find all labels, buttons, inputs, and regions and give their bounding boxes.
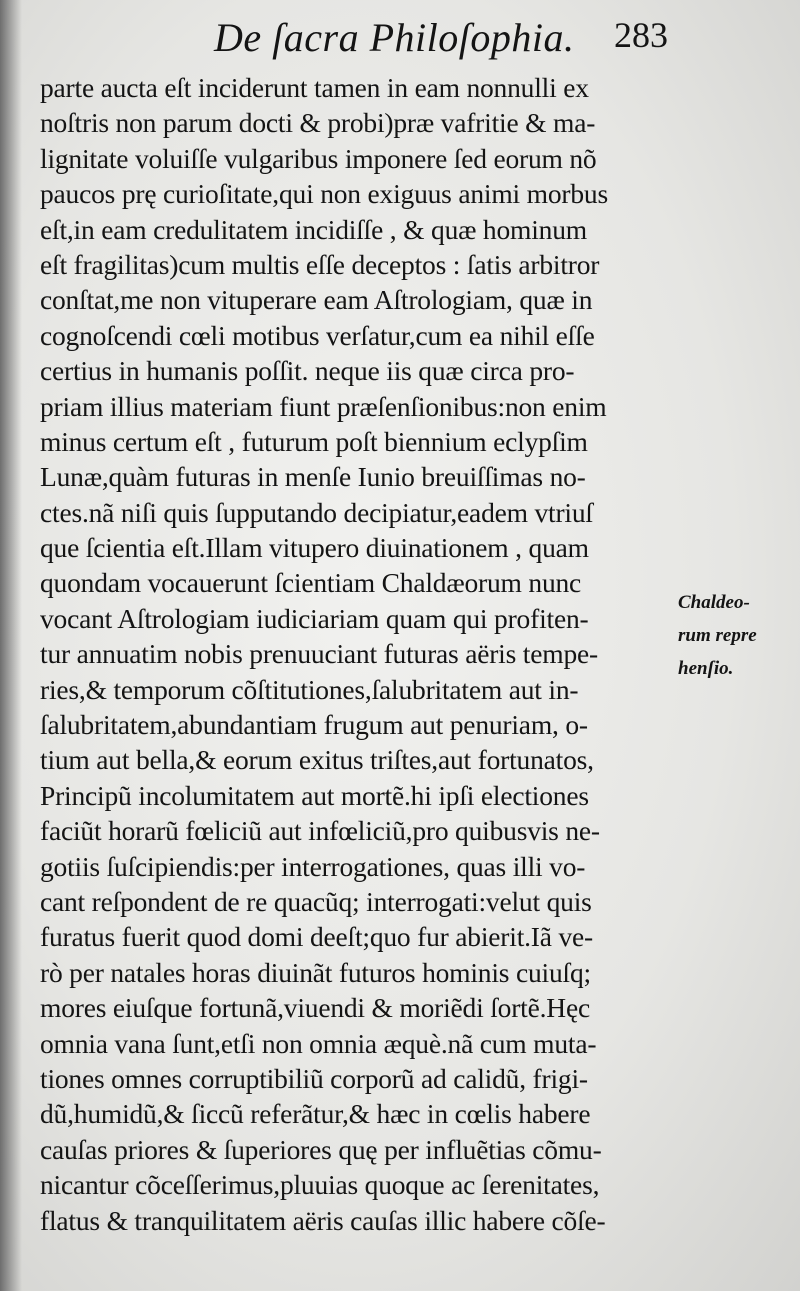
body-text (40, 70, 680, 1238)
text-line: tium aut bella,& eorum exitus triſtes,aut fortunatos, (40, 744, 594, 776)
text-line: cant reſpondent de re quacũq; interrogati:velut quis (40, 885, 592, 917)
text-line: tur annuatim nobis prenuuciant futuras aëris tempe- (40, 638, 598, 670)
marginal-note-line: rum repre (678, 625, 757, 646)
text-line: cognoſcendi cœli motibus verſatur,cum ea nihil eſſe (40, 319, 595, 351)
text-line: rò per natales horas diuinãt futuros hominis cuiuſq; (40, 956, 591, 988)
marginal-note-line: henſio. (678, 658, 734, 679)
text-line: quondam vocauerunt ſcientiam Chaldæorum nunc (40, 567, 582, 599)
text-line: mores eiuſque fortunã,viuendi & moriẽdi ſortẽ.Hęc (40, 992, 590, 1024)
text-line: Principũ incolumitatem aut mortẽ.hi ipſi electiones (40, 779, 589, 811)
text-line: Lunæ,quàm futuras in menſe Iunio breuiſſimas no- (40, 461, 586, 493)
gutter-shadow (0, 0, 22, 1291)
text-line: ctes.nã niſi quis ſupputando decipiatur,eadem vtriuſ (40, 496, 593, 528)
text-line: tiones omnes corruptibiliũ corporũ ad calidũ, frigi- (40, 1062, 588, 1094)
text-line: parte aucta eſt inciderunt tamen in eam nonnulli ex (40, 72, 589, 103)
text-line: nicantur cõceſſerimus,pluuias quoque ac ſerenitates, (40, 1169, 600, 1201)
text-line: eſt fragilitas)cum multis eſſe deceptos : ſatis arbitror (40, 248, 600, 280)
text-line: gotiis ſuſcipiendis:per interrogationes, quas illi vo- (40, 850, 586, 882)
marginal-note (678, 586, 796, 685)
text-line: omnia vana ſunt,etſi non omnia æquè.nã cum muta- (40, 1027, 597, 1059)
text-line: que ſcientia eſt.Illam vitupero diuinationem , quam (40, 532, 589, 564)
text-line: priam illius materiam fiunt præſenſionibus:non enim (40, 390, 607, 422)
text-line: minus certum eſt , futurum poſt biennium eclypſim (40, 425, 588, 457)
text-line: eſt,in eam credulitatem incidiſſe , & quæ hominum (40, 213, 587, 245)
text-line: faciũt horarũ fœliciũ aut infœliciũ,pro quibusvis ne- (40, 815, 600, 847)
text-line: ſalubritatem,abundantiam frugum aut penuriam, o- (40, 709, 588, 741)
text-line: cauſas priores & ſuperiores quę per influẽtias cõmu- (40, 1133, 602, 1165)
text-line: paucos prę curioſitate,qui non exiguus animi morbus (40, 178, 608, 210)
text-line: ries,& temporum cõſtitutiones,ſalubritatem aut in- (40, 673, 579, 705)
text-line: furatus fuerit quod domi deeſt;quo fur abierit.Iã ve- (40, 921, 593, 953)
page-number: 283 (614, 15, 668, 55)
marginal-note-line: Chaldeo- (678, 592, 750, 613)
text-line: vocant Aſtrologiam iudiciariam quam qui profiten- (40, 602, 589, 634)
text-line: noſtris non parum docti & probi)præ vafritie & ma- (40, 107, 596, 139)
text-line: dũ,humidũ,& ſiccũ referãtur,& hæc in cœlis habere (40, 1098, 591, 1130)
running-title: De ſacra Philoſophia. (214, 15, 575, 60)
text-line: lignitate voluiſſe vulgaribus imponere ſed eorum nõ (40, 142, 597, 174)
text-line: conſtat,me non vituperare eam Aſtrologiam, quæ in (40, 284, 593, 316)
text-line: certius in humanis poſſit. neque iis quæ circa pro- (40, 355, 575, 387)
text-line: flatus & tranquilitatem aëris cauſas illic habere cõſe- (40, 1204, 606, 1236)
